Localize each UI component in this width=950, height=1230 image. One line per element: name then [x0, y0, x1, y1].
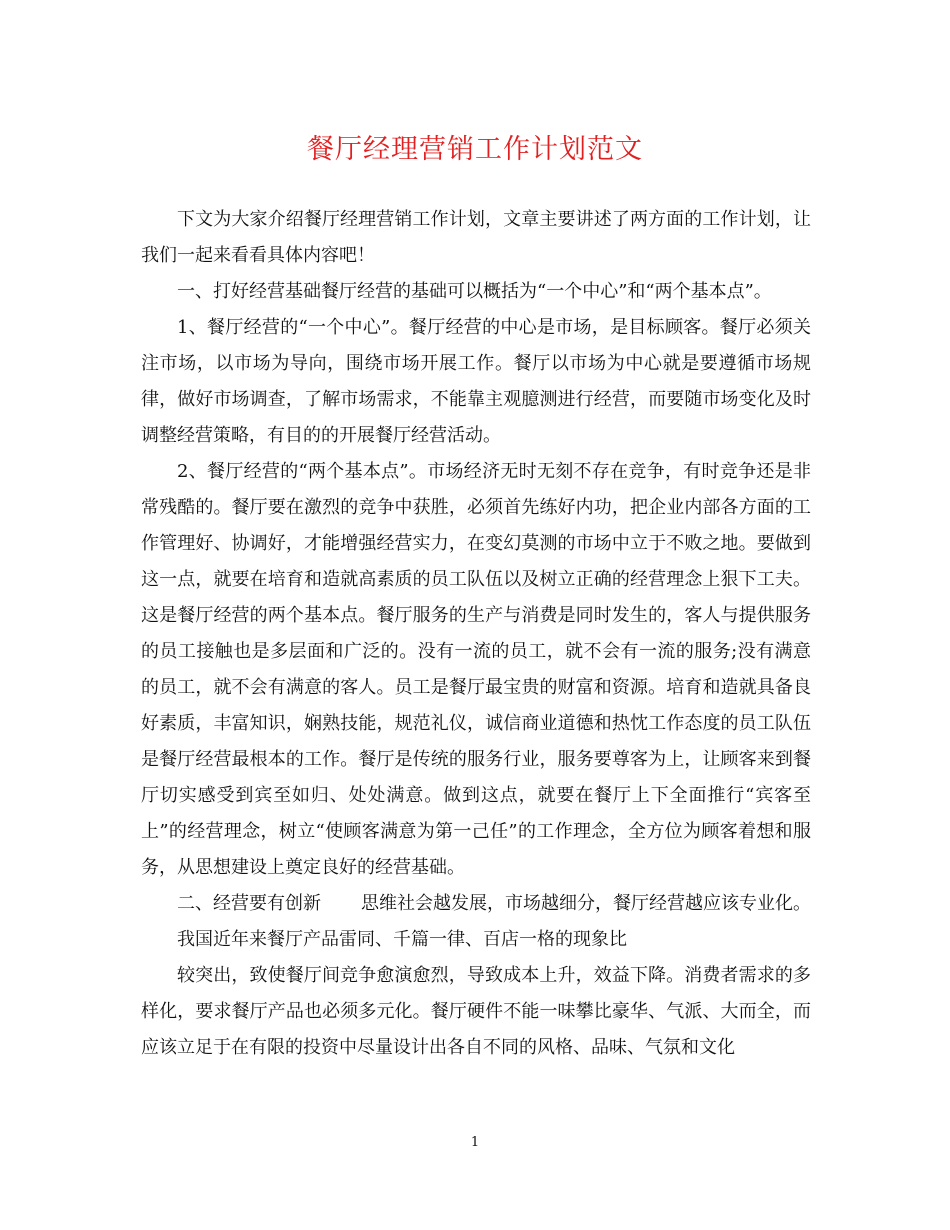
paragraph-intro: 下文为大家介绍餐厅经理营销工作计划，文章主要讲述了两方面的工作计划，让我们一起来看看具体内容吧！ — [141, 209, 811, 266]
paragraph-homogeneity: 我国近年来餐厅产品雷同、千篇一律、百店一格的现象比 — [177, 929, 627, 950]
paragraph-section-two — [141, 886, 811, 922]
page-number: 1 — [470, 1135, 480, 1150]
section-two-heading: 二、经营要有创新 — [177, 893, 321, 914]
paragraph-competition: 较突出，致使餐厅间竞争愈演愈烈，导致成本上升，效益下降。消费者需求的多样化，要求餐厅产品也必须多元化。餐厅硬件不能一味攀比豪华、气派、大而全，而应该立足于在有限的投资中尽量设计出各自不同的风格、品味、气氛和文化 — [141, 965, 811, 1058]
document-body — [141, 202, 811, 1066]
document-title: 餐厅经理营销工作计划范文 — [307, 134, 643, 165]
section-two-text: 思维社会越发展，市场越细分，餐厅经营越应该专业化。 — [361, 893, 811, 914]
paragraph-two-basic-points: 2、餐厅经营的“两个基本点”。市场经济无时无刻不存在竞争，有时竞争还是非常残酷的。餐厅要在激烈的竞争中获胜，必须首先练好内功，把企业内部各方面的工作管理好、协调好，才能增强经营实力，在变幻莫测的市场中立于不败之地。要做到这一点，就要在培育和造就高素质的员工队伍以及树立正确的经营理念上狠下工夫。这是餐厅经营的两个基本点。餐厅服务的生产与消费是同时发生的，客人与提供服务的员工接触也是多层面和广泛的。没有一流的员工，就不会有一流的服务;没有满意的员工，就不会有满意的客人。员工是餐厅最宝贵的财富和资源。培育和造就具备良好素质，丰富知识，娴熟技能，规范礼仪，诚信商业道德和热忱工作态度的员工队伍是餐厅经营最根本的工作。餐厅是传统的服务行业，服务要尊客为上，让顾客来到餐厅切实感受到宾至如归、处处满意。做到这点，就要在餐厅上下全面推行“宾客至上”的经营理念，树立“使顾客满意为第一己任”的工作理念，全方位为顾客着想和服务，从思想建设上奠定良好的经营基础。 — [141, 461, 811, 878]
paragraph-section-one-heading: 一、打好经营基础餐厅经营的基础可以概括为“一个中心”和“两个基本点”。 — [177, 281, 772, 302]
paragraph-one-center: 1、餐厅经营的“一个中心”。餐厅经营的中心是市场，是目标顾客。餐厅必须关注市场，以市场为导向，围绕市场开展工作。餐厅以市场为中心就是要遵循市场规律，做好市场调查，了解市场需求，不能靠主观臆测进行经营，而要随市场变化及时调整经营策略，有目的的开展餐厅经营活动。 — [141, 317, 811, 446]
